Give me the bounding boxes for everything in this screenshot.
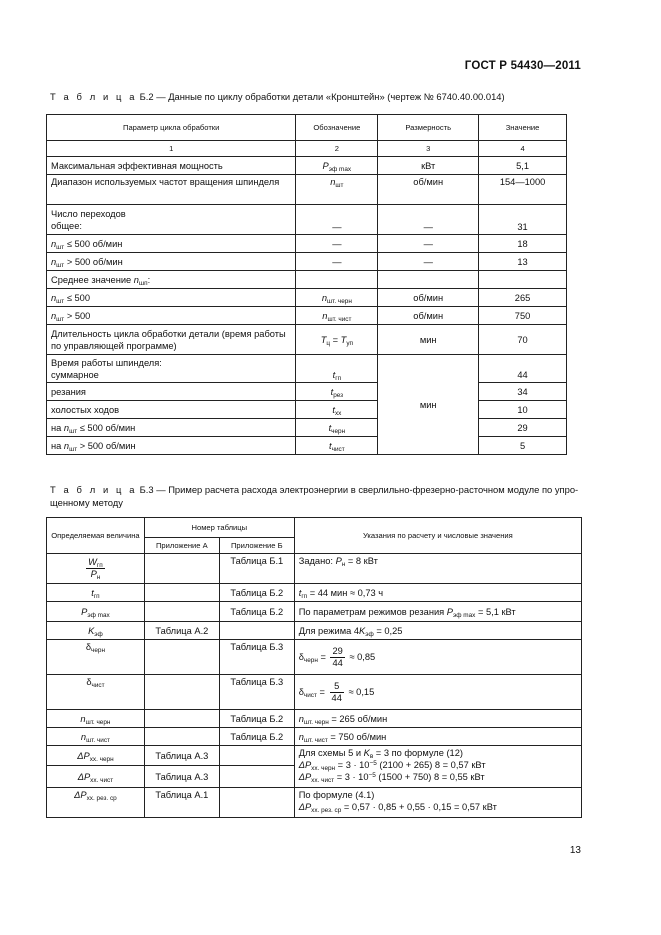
value-cell: 31 [479,205,567,235]
value-cell: 18 [479,235,567,253]
param-cell: Число переходов общее: [47,205,296,235]
app-a-cell: Таблица А.1 [144,788,219,818]
app-a-cell: Таблица А.2 [144,622,219,640]
col-number: 3 [378,141,479,157]
symbol-cell: — [296,235,378,253]
symbol-cell: $t_{хх}$ [296,401,378,419]
table-row [47,401,567,419]
table-row [47,518,582,538]
col-header: Параметр цикла обработки [47,115,296,141]
note-cell: $\delta_{чист}$ = $\frac{5}{44}$ ≈ 0,15 [294,675,581,710]
note-cell: $t_{гп} = 44$ мин ≈ 0,73 ч [294,584,581,602]
table-b2 [46,114,567,455]
table-row [47,640,582,675]
table-row [47,235,567,253]
param-cell: на $n_{шт} \le 500$ об/мин [47,419,296,437]
unit-cell: об/мин [378,175,479,205]
app-a-cell: Таблица А.3 [144,766,219,788]
standard-header: ГОСТ Р 54430—2011 [464,60,581,72]
note-cell: Для режима $4K_{эф} = 0,25$ [294,622,581,640]
unit-cell: — [378,253,479,271]
note-cell: $\delta_{черн}$ = $\frac{29}{44}$ ≈ 0,85 [294,640,581,675]
app-b-cell: Таблица Б.2 [219,584,294,602]
table-row [47,675,582,710]
value-cell: 750 [479,307,567,325]
unit-cell: мин [378,325,479,355]
symbol-cell: $t_{черн}$ [296,419,378,437]
value-cell: 29 [479,419,567,437]
quantity-cell: $\Delta P_{хх. чист}$ [47,766,145,788]
param-cell: Диапазон используемых частот вращения шпинделя [47,175,296,205]
app-b-cell: Таблица Б.2 [219,710,294,728]
quantity-cell: $K_{эф}$ [47,622,145,640]
param-cell: Длительность цикла обработки детали (время работы по управляющей программе) [47,325,296,355]
symbol-cell: $n_{шт. чист}$ [296,307,378,325]
table-row [47,622,582,640]
param-cell: $n_{шт} > 500$ [47,307,296,325]
symbol-cell: $T_ц = T_{уп}$ [296,325,378,355]
table-row [47,325,567,355]
quantity-cell: $\frac{W_{гп}}{P_н}$ [47,554,145,584]
table-row [47,355,567,383]
param-cell: холостых ходов [47,401,296,419]
col-header: Приложение А [144,538,219,554]
app-b-cell: Таблица Б.3 [219,640,294,675]
symbol-cell: — [296,253,378,271]
quantity-cell: $t_{гп}$ [47,584,145,602]
value-cell: 5 [479,437,567,455]
app-a-cell: Таблица А.3 [144,746,219,766]
table-row [47,253,567,271]
param-cell: на $n_{шт} > 500$ об/мин [47,437,296,455]
app-b-cell: Таблица Б.2 [219,602,294,622]
table-b2-caption: Т а б л и ц а Б.2 — Данные по циклу обработки детали «Кронштейн» (чертеж № 6740.40.00.014) [50,91,505,102]
app-b-cell: Таблица Б.3 [219,675,294,710]
quantity-cell: $\delta_{черн}$ [47,640,145,675]
table-row [47,383,567,401]
col-header: Приложение Б [219,538,294,554]
table-row [47,788,582,818]
quantity-cell: $\Delta P_{хх. черн}$ [47,746,145,766]
unit-cell: — [378,235,479,253]
table-row [47,115,567,141]
param-cell: Среднее значение $n_{шп}$: [47,271,296,289]
col-number: 2 [296,141,378,157]
note-cell: $n_{шт. черн} = 265$ об/мин [294,710,581,728]
param-cell: Максимальная эффективная мощность [47,157,296,175]
value-cell: 5,1 [479,157,567,175]
value-cell: 154—1000 [479,175,567,205]
app-b-cell: Таблица Б.2 [219,728,294,746]
param-cell: $n_{шт} \le 500$ [47,289,296,307]
value-cell: 44 [479,355,567,383]
table-row [47,728,582,746]
quantity-cell: $\delta_{чист}$ [47,675,145,710]
table-row [47,205,567,235]
symbol-cell: $t_{гп}$ [296,355,378,383]
col-header: Номер таблицы [144,518,294,538]
col-header: Значение [479,115,567,141]
table-row [47,157,567,175]
col-header: Указания по расчету и числовые значения [294,518,581,554]
col-header: Обозначение [296,115,378,141]
table-row [47,419,567,437]
symbol-cell: $n_{шт. черн}$ [296,289,378,307]
col-number: 4 [479,141,567,157]
unit-cell: — [378,205,479,235]
table-row [47,271,567,289]
table-row [47,746,582,766]
param-cell: $n_{шт} \le 500$ об/мин [47,235,296,253]
value-cell: 13 [479,253,567,271]
table-row [47,175,567,205]
quantity-cell: $n_{шт. черн}$ [47,710,145,728]
symbol-cell: $n_{шт}$ [296,175,378,205]
symbol-cell: — [296,205,378,235]
quantity-cell: $n_{шт. чист}$ [47,728,145,746]
app-b-cell: Таблица Б.1 [219,554,294,584]
unit-cell: об/мин [378,289,479,307]
table-row [47,289,567,307]
page-number: 13 [569,845,581,856]
table-row [47,584,582,602]
note-cell: Для схемы 5 и $K_в = 3$ по формуле (12) $\Delta P_{хх. черн} = 3 \cdot 10^{-5}$ (2100 + 265) 8 = 0,57 кВт $\Delta P_{хх. чист} = 3 \cdot 10^{-5}$ (1500 + 750) 8 = 0,55 кВт [294,746,581,788]
table-row [47,437,567,455]
value-cell: 34 [479,383,567,401]
param-cell: $n_{шт} > 500$ об/мин [47,253,296,271]
note-cell: По формуле (4.1) $\Delta P_{хх. рез. ср} = 0,57 \cdot 0,85 + 0,55 \cdot 0,15 = 0,57$ кВт [294,788,581,818]
table-b3 [46,517,582,818]
unit-cell: об/мин [378,307,479,325]
table-row [47,307,567,325]
note-cell: По параметрам режимов резания $P_{эф max} = 5,1$ кВт [294,602,581,622]
unit-cell: кВт [378,157,479,175]
table-row [47,554,582,584]
symbol-cell: $P_{эф max}$ [296,157,378,175]
table-row [47,141,567,157]
col-number: 1 [47,141,296,157]
param-cell: Время работы шпинделя: суммарное [47,355,296,383]
table-row [47,710,582,728]
param-cell: резания [47,383,296,401]
table-row [47,602,582,622]
quantity-cell: $\Delta P_{хх. рез. ср}$ [47,788,145,818]
quantity-cell: $P_{эф max}$ [47,602,145,622]
note-cell: Задано: $P_н = 8$ кВт [294,554,581,584]
value-cell: 70 [479,325,567,355]
table-b3-caption: Т а б л и ц а Б.3 — Пример расчета расхода электроэнергии в сверлильно-фрезерно-расточном модуле по упро- щенному методу [50,484,579,508]
symbol-cell: $t_{чист}$ [296,437,378,455]
symbol-cell: $t_{рез}$ [296,383,378,401]
unit-cell: мин [378,355,479,455]
value-cell: 10 [479,401,567,419]
note-cell: $n_{шт. чист} = 750$ об/мин [294,728,581,746]
col-header: Размерность [378,115,479,141]
col-header: Определяемая величина [47,518,145,554]
value-cell: 265 [479,289,567,307]
